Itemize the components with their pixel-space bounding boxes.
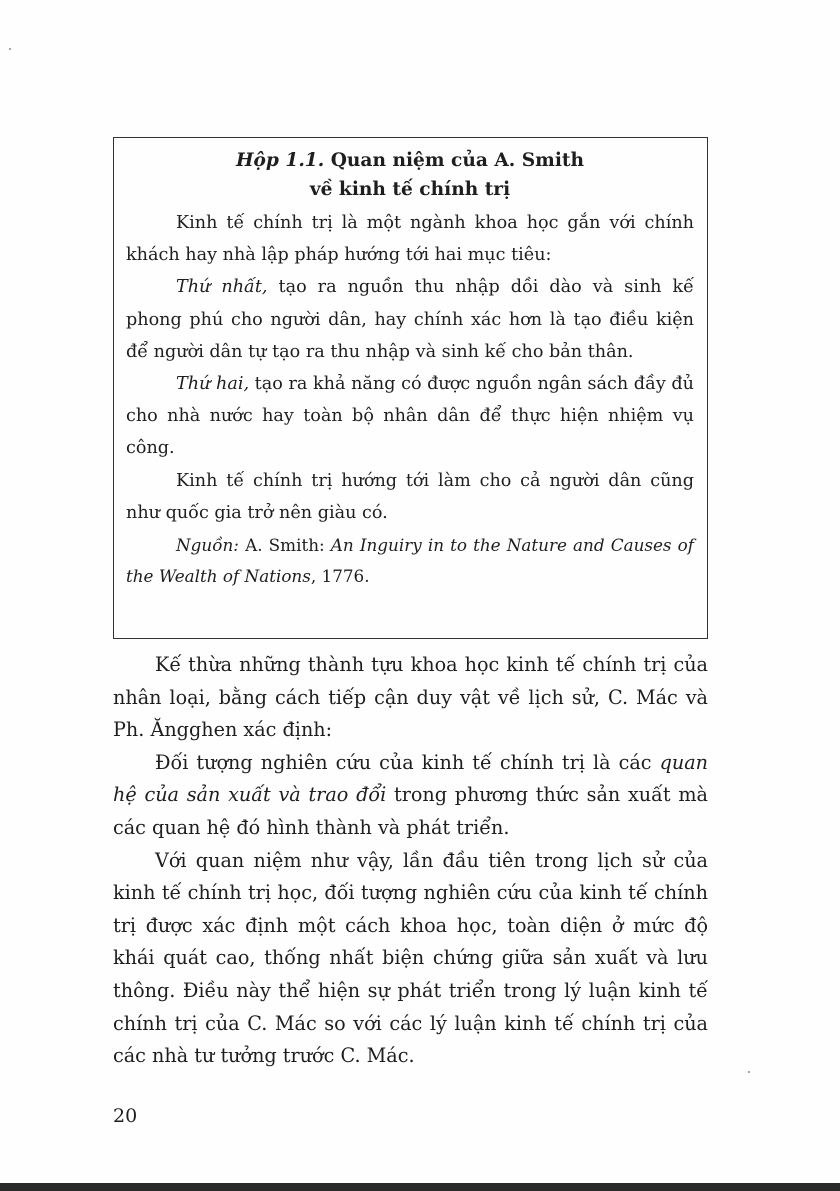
body-paragraph-2-emphasis: quan hệ của sản xuất và trao đổi xyxy=(113,750,708,807)
source-title: An Inguiry in to the Nature and Causes of the Wealth of Nations xyxy=(126,535,694,587)
box-paragraph-2 xyxy=(126,271,694,368)
body-paragraph-1: Kế thừa những thành tựu khoa học kinh tế chính trị của nhân loại, bằng cách tiếp cận duy vật về lịch sử, C. Mác và Ph. Ăngghen xác định: xyxy=(113,653,708,742)
source-year: , 1776. xyxy=(310,566,370,587)
box-paragraph-4: Kinh tế chính trị hướng tới làm cho cả người dân cũng như quốc gia trở nên giàu có. xyxy=(126,470,694,523)
scan-speck xyxy=(9,48,11,50)
body-paragraph-2 xyxy=(113,747,708,845)
box-paragraph-2-text: tạo ra nguồn thu nhập dồi dào và sinh kế phong phú cho người dân, hay chính xác hơn là tạo điều kiện để người dân tự tạo ra thu nhập và sinh kế cho bản thân. xyxy=(126,277,694,362)
scan-speck xyxy=(748,1071,750,1073)
source-author: A. Smith: xyxy=(238,535,331,556)
box-paragraph-3-text: tạo ra khả năng có được nguồn ngân sách đầy đủ cho nhà nước hay toàn bộ nhân dân để thực hiện nhiệm vụ công. xyxy=(126,374,694,459)
box-paragraph-1: Kinh tế chính trị là một ngành khoa học gắn với chính khách hay nhà lập pháp hướng tới hai mục tiêu: xyxy=(126,213,694,266)
box-title-rest: Quan niệm của A. Smith xyxy=(324,150,585,171)
box-paragraph-2-lead: Thứ nhất, xyxy=(176,277,268,298)
quote-box xyxy=(113,137,708,639)
box-title-line2: về kinh tế chính trị xyxy=(309,179,511,200)
main-text xyxy=(113,649,708,1073)
body-paragraph-2-start: Đối tượng nghiên cứu của kinh tế chính trị là các xyxy=(155,750,660,774)
box-paragraph-3-lead: Thứ hai, xyxy=(176,374,250,395)
box-title xyxy=(126,146,694,204)
source-label: Nguồn: xyxy=(176,535,239,556)
box-source xyxy=(126,530,694,592)
box-title-prefix: Hộp 1.1. xyxy=(235,150,325,171)
page-number: 20 xyxy=(113,1105,138,1127)
box-paragraph-3 xyxy=(126,368,694,465)
body-paragraph-2-end: trong phương thức sản xuất mà các quan hệ đó hình thành và phát triển. xyxy=(113,783,708,839)
body-paragraph-3: Với quan niệm như vậy, lần đầu tiên trong lịch sử của kinh tế chính trị học, đối tượng nghiên cứu của kinh tế chính trị được xác định một cách khoa học, toàn diện ở mức độ khái quát cao, thống nhất biện chứng giữa sản xuất và lưu thông. Điều này thể hiện sự phát triển trong lý luận kinh tế chính trị của C. Mác so với các lý luận kinh tế chính trị của các nhà tư tưởng trước C. Mác. xyxy=(113,848,708,1068)
quote-box-content xyxy=(126,146,694,592)
bottom-edge-bar xyxy=(0,1183,840,1191)
